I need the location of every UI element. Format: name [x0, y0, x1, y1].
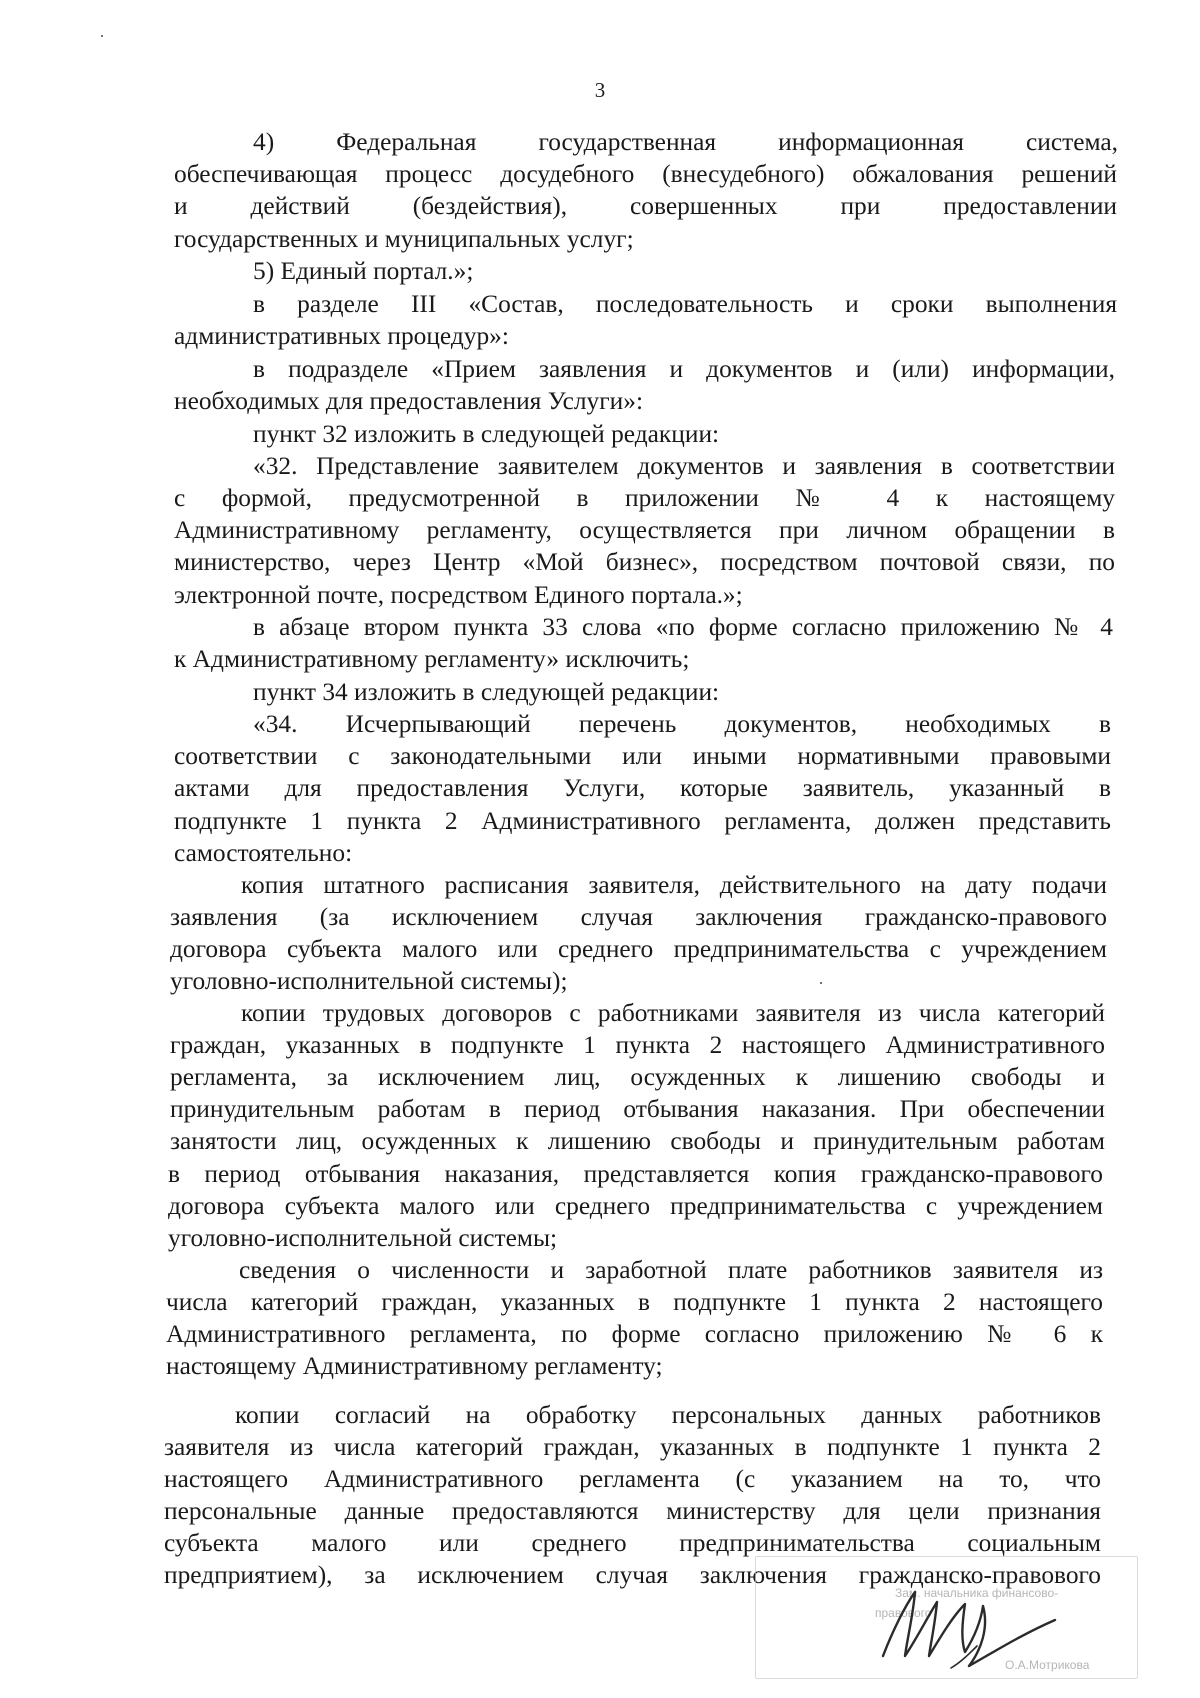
text-line: заявителя из числа категорий граждан, указанных в подпункте 1 пункта 2	[164, 1433, 1101, 1461]
text-line: обеспечивающая процесс досудебного (внесудебного) обжалования решений	[174, 160, 1117, 188]
text-line: предприятием), за исключением случая заключения гражданско-правового	[164, 1561, 1101, 1589]
text-line: актами для предоставления Услуги, которые заявитель, указанный в	[174, 774, 1111, 802]
text-line: с формой, предусмотренной в приложении № 4 к настоящему	[174, 484, 1115, 512]
text-line: настоящему Административному регламенту;	[166, 1352, 663, 1380]
approval-stamp	[755, 1556, 1140, 1681]
text-line: регламента, за исключением лиц, осужденных к лишению свободы и	[170, 1063, 1105, 1091]
text-line: и действий (бездействия), совершенных при предоставлении	[174, 192, 1117, 220]
text-line: самостоятельно:	[174, 839, 353, 867]
handwritten-signature	[755, 1556, 1140, 1681]
scan-speck	[820, 982, 822, 984]
stamp-line-2: правового	[875, 1606, 932, 1620]
text-line: договора субъекта малого или среднего предпринимательства с учреждением	[168, 1192, 1103, 1220]
text-line: административных процедур»:	[174, 322, 509, 350]
scan-speck	[101, 35, 103, 37]
text-line: к Административному регламенту» исключить;	[174, 645, 690, 673]
text-line: в разделе III «Состав, последовательность и сроки выполнения	[253, 290, 1117, 318]
text-line: заявления (за исключением случая заключения гражданско-правового	[170, 903, 1107, 931]
text-line: соответствии с законодательными или иными нормативными правовыми	[174, 742, 1111, 770]
stamp-line-3: О.А.Мотрикова	[1005, 1658, 1090, 1672]
text-line: электронной почте, посредством Единого портала.»;	[174, 581, 743, 609]
text-line: сведения о численности и заработной плате работников заявителя из	[239, 1256, 1103, 1284]
text-line: «34. Исчерпывающий перечень документов, необходимых в	[253, 710, 1111, 738]
text-line: «32. Представление заявителем документов и заявления в соответствии	[253, 452, 1115, 480]
text-line: пункт 32 изложить в следующей редакции:	[253, 420, 720, 448]
text-line: договора субъекта малого или среднего предпринимательства с учреждением	[170, 935, 1107, 963]
text-line: 4) Федеральная государственная информационная система,	[253, 128, 1118, 156]
text-line: необходимых для предоставления Услуги»:	[174, 387, 644, 415]
text-line: копия штатного расписания заявителя, действительного на дату подачи	[241, 871, 1107, 899]
text-line: Административному регламенту, осуществляется при личном обращении в	[174, 516, 1115, 544]
page-number: 3	[594, 78, 606, 102]
text-line: принудительным работам в период отбывания наказания. При обеспечении	[170, 1095, 1105, 1123]
text-line: числа категорий граждан, указанных в подпункте 1 пункта 2 настоящего	[166, 1288, 1103, 1316]
text-line: в подразделе «Прием заявления и документов и (или) информации,	[253, 355, 1115, 383]
text-line: в период отбывания наказания, представляется копия гражданско-правового	[168, 1160, 1103, 1188]
text-line: субъекта малого или среднего предпринимательства социальным	[164, 1529, 1101, 1557]
text-line: копии согласий на обработку персональных данных работников	[235, 1401, 1101, 1429]
text-line: уголовно-исполнительной системы;	[168, 1224, 558, 1252]
text-line: занятости лиц, осужденных к лишению свободы и принудительным работам	[170, 1127, 1105, 1155]
text-line: подпункте 1 пункта 2 Административного регламента, должен представить	[174, 807, 1111, 835]
text-line: в абзаце втором пункта 33 слова «по форме согласно приложению № 4	[253, 613, 1113, 641]
text-line: Административного регламента, по форме согласно приложению № 6 к	[166, 1320, 1103, 1348]
text-line: 5) Единый портал.»;	[253, 257, 474, 285]
text-line: уголовно-исполнительной системы);	[170, 967, 568, 995]
stamp-line-1: Зам. начальника финансово-	[895, 1586, 1059, 1600]
text-line: копии трудовых договоров с работниками заявителя из числа категорий	[241, 999, 1105, 1027]
text-line: граждан, указанных в подпункте 1 пункта 2 настоящего Административного	[170, 1031, 1105, 1059]
text-line: государственных и муниципальных услуг;	[174, 225, 634, 253]
text-line: персональные данные предоставляются министерству для цели признания	[164, 1497, 1101, 1525]
text-line: пункт 34 изложить в следующей редакции:	[253, 678, 720, 706]
text-line: настоящего Административного регламента (с указанием на то, что	[164, 1465, 1101, 1493]
text-line: министерство, через Центр «Мой бизнес», посредством почтовой связи, по	[174, 548, 1115, 576]
